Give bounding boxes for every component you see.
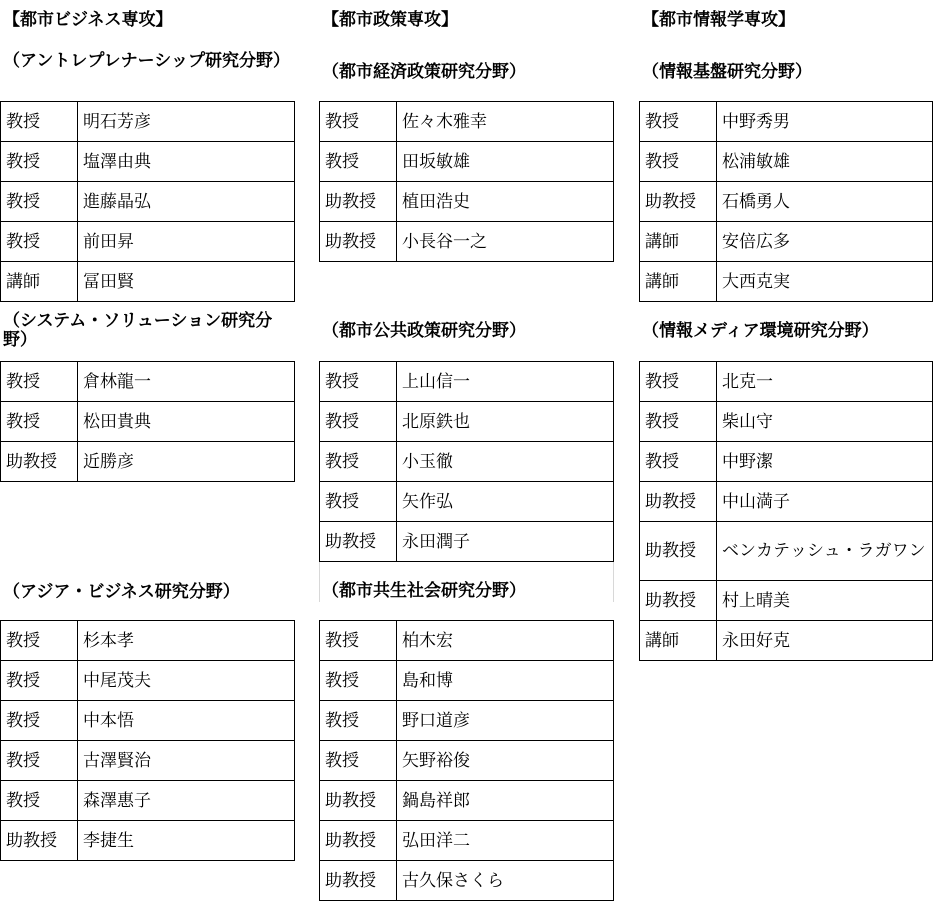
name-cell: 小玉徹 <box>397 442 614 482</box>
role-cell: 助教授 <box>640 182 717 222</box>
role-cell: 教授 <box>1 741 78 781</box>
table-row <box>1 821 295 861</box>
table-row <box>1 402 295 442</box>
name-cell: 上山信一 <box>397 362 614 402</box>
table-row <box>320 821 614 861</box>
role-cell: 助教授 <box>320 821 397 861</box>
table-row <box>320 661 614 701</box>
table-row <box>640 621 933 661</box>
table-row <box>640 102 933 142</box>
table-row <box>640 142 933 182</box>
role-cell: 教授 <box>320 102 397 142</box>
name-cell: 明石芳彦 <box>78 102 295 142</box>
field-title-information-infrastructure: （情報基盤研究分野） <box>642 62 812 82</box>
role-cell: 教授 <box>1 661 78 701</box>
role-cell: 教授 <box>320 442 397 482</box>
role-cell: 教授 <box>640 442 717 482</box>
role-cell: 教授 <box>1 182 78 222</box>
table-row <box>640 482 933 522</box>
role-cell: 助教授 <box>320 222 397 262</box>
role-cell: 教授 <box>1 701 78 741</box>
role-cell: 教授 <box>1 781 78 821</box>
name-cell: 石橋勇人 <box>717 182 933 222</box>
name-cell: 前田昇 <box>78 222 295 262</box>
dept-title-urban-policy: 【都市政策専攻】 <box>322 10 458 30</box>
table-row <box>320 222 614 262</box>
name-cell: 柴山守 <box>717 402 933 442</box>
table-row <box>640 581 933 621</box>
role-cell: 助教授 <box>1 821 78 861</box>
table-row <box>320 482 614 522</box>
table-row <box>320 522 614 562</box>
role-cell: 教授 <box>320 621 397 661</box>
name-cell: 中山満子 <box>717 482 933 522</box>
name-cell: 柏木宏 <box>397 621 614 661</box>
role-cell: 講師 <box>1 262 78 302</box>
name-cell: 中野潔 <box>717 442 933 482</box>
name-cell: 大西克実 <box>717 262 933 302</box>
name-cell: 李捷生 <box>78 821 295 861</box>
name-cell: 小長谷一之 <box>397 222 614 262</box>
table-row <box>320 442 614 482</box>
table-row <box>1 442 295 482</box>
table-row <box>320 861 614 901</box>
table-row <box>320 741 614 781</box>
name-cell: 矢野裕俊 <box>397 741 614 781</box>
table-row <box>1 182 295 222</box>
role-cell: 助教授 <box>640 581 717 621</box>
field-title-urban-economic-policy: （都市経済政策研究分野） <box>322 62 526 82</box>
staff-table-information-infrastructure <box>639 101 933 302</box>
name-cell: 中本悟 <box>78 701 295 741</box>
name-cell: 矢作弘 <box>397 482 614 522</box>
table-row <box>1 661 295 701</box>
table-row <box>320 701 614 741</box>
role-cell: 教授 <box>320 482 397 522</box>
field-title-entrepreneurship: （アントレプレナーシップ研究分野） <box>3 51 290 71</box>
table-row <box>1 102 295 142</box>
table-row <box>1 222 295 262</box>
staff-table-urban-public-policy <box>319 361 614 562</box>
role-cell: 教授 <box>1 222 78 262</box>
table-row <box>320 102 614 142</box>
table-row <box>1 362 295 402</box>
table-row <box>1 142 295 182</box>
staff-table-system-solution <box>0 361 295 482</box>
table-row <box>640 362 933 402</box>
name-cell: 永田潤子 <box>397 522 614 562</box>
role-cell: 助教授 <box>320 861 397 901</box>
name-cell: 森澤惠子 <box>78 781 295 821</box>
field-title-urban-public-policy: （都市公共政策研究分野） <box>322 321 526 341</box>
role-cell: 助教授 <box>320 182 397 222</box>
name-cell: 松田貴典 <box>78 402 295 442</box>
role-cell: 教授 <box>1 142 78 182</box>
name-cell: 安倍広多 <box>717 222 933 262</box>
role-cell: 教授 <box>640 402 717 442</box>
role-cell: 講師 <box>640 621 717 661</box>
role-cell: 教授 <box>640 362 717 402</box>
name-cell: 塩澤由典 <box>78 142 295 182</box>
left-fade-line <box>319 562 320 602</box>
table-row <box>640 522 933 581</box>
dept-title-urban-business: 【都市ビジネス専攻】 <box>3 10 173 30</box>
name-cell: 永田好克 <box>717 621 933 661</box>
name-cell: 植田浩史 <box>397 182 614 222</box>
right-fade-line <box>613 562 614 602</box>
staff-table-urban-coexistence-society <box>319 620 614 901</box>
table-row <box>640 262 933 302</box>
role-cell: 教授 <box>320 362 397 402</box>
name-cell: 冨田賢 <box>78 262 295 302</box>
role-cell: 教授 <box>320 402 397 442</box>
role-cell: 教授 <box>1 102 78 142</box>
staff-table-asia-business <box>0 620 295 861</box>
name-cell: 鍋島祥郎 <box>397 781 614 821</box>
role-cell: 教授 <box>320 741 397 781</box>
role-cell: 講師 <box>640 262 717 302</box>
role-cell: 助教授 <box>320 522 397 562</box>
name-cell: 倉林龍一 <box>78 362 295 402</box>
name-cell: 弘田洋二 <box>397 821 614 861</box>
name-cell: 田坂敏雄 <box>397 142 614 182</box>
role-cell: 助教授 <box>640 482 717 522</box>
role-cell: 助教授 <box>1 442 78 482</box>
name-cell: 杉本孝 <box>78 621 295 661</box>
table-row <box>1 741 295 781</box>
role-cell: 教授 <box>1 362 78 402</box>
name-cell: 中尾茂夫 <box>78 661 295 701</box>
name-cell: ベンカテッシュ・ラガワン <box>717 522 933 581</box>
table-row <box>640 222 933 262</box>
role-cell: 教授 <box>1 621 78 661</box>
role-cell: 教授 <box>1 402 78 442</box>
name-cell: 佐々木雅幸 <box>397 102 614 142</box>
role-cell: 助教授 <box>640 522 717 581</box>
role-cell: 教授 <box>320 142 397 182</box>
table-row <box>1 262 295 302</box>
table-row <box>320 362 614 402</box>
table-row <box>320 142 614 182</box>
field-title-information-media-environment: （情報メディア環境研究分野） <box>642 321 879 341</box>
dept-title-urban-informatics: 【都市情報学専攻】 <box>642 10 795 30</box>
role-cell: 助教授 <box>320 781 397 821</box>
table-row <box>640 442 933 482</box>
table-row <box>320 182 614 222</box>
name-cell: 進藤晶弘 <box>78 182 295 222</box>
field-title-asia-business: （アジア・ビジネス研究分野） <box>3 582 240 602</box>
table-row <box>320 621 614 661</box>
table-row <box>1 701 295 741</box>
table-row <box>1 621 295 661</box>
name-cell: 中野秀男 <box>717 102 933 142</box>
name-cell: 野口道彦 <box>397 701 614 741</box>
table-row <box>640 402 933 442</box>
role-cell: 講師 <box>640 222 717 262</box>
field-title-urban-coexistence-society: （都市共生社会研究分野） <box>322 581 526 601</box>
field-title-system-solution: （システム・ソリューション研究分野） <box>3 311 273 350</box>
staff-table-urban-economic-policy <box>319 101 614 262</box>
table-row <box>640 182 933 222</box>
name-cell: 村上晴美 <box>717 581 933 621</box>
name-cell: 松浦敏雄 <box>717 142 933 182</box>
name-cell: 北原鉄也 <box>397 402 614 442</box>
role-cell: 教授 <box>320 701 397 741</box>
staff-table-information-media-environment <box>639 361 933 661</box>
role-cell: 教授 <box>640 102 717 142</box>
table-row <box>320 781 614 821</box>
name-cell: 近勝彦 <box>78 442 295 482</box>
role-cell: 教授 <box>320 661 397 701</box>
name-cell: 北克一 <box>717 362 933 402</box>
name-cell: 島和博 <box>397 661 614 701</box>
staff-table-entrepreneurship <box>0 101 295 302</box>
table-row <box>320 402 614 442</box>
role-cell: 教授 <box>640 142 717 182</box>
name-cell: 古澤賢治 <box>78 741 295 781</box>
name-cell: 古久保さくら <box>397 861 614 901</box>
table-row <box>1 781 295 821</box>
